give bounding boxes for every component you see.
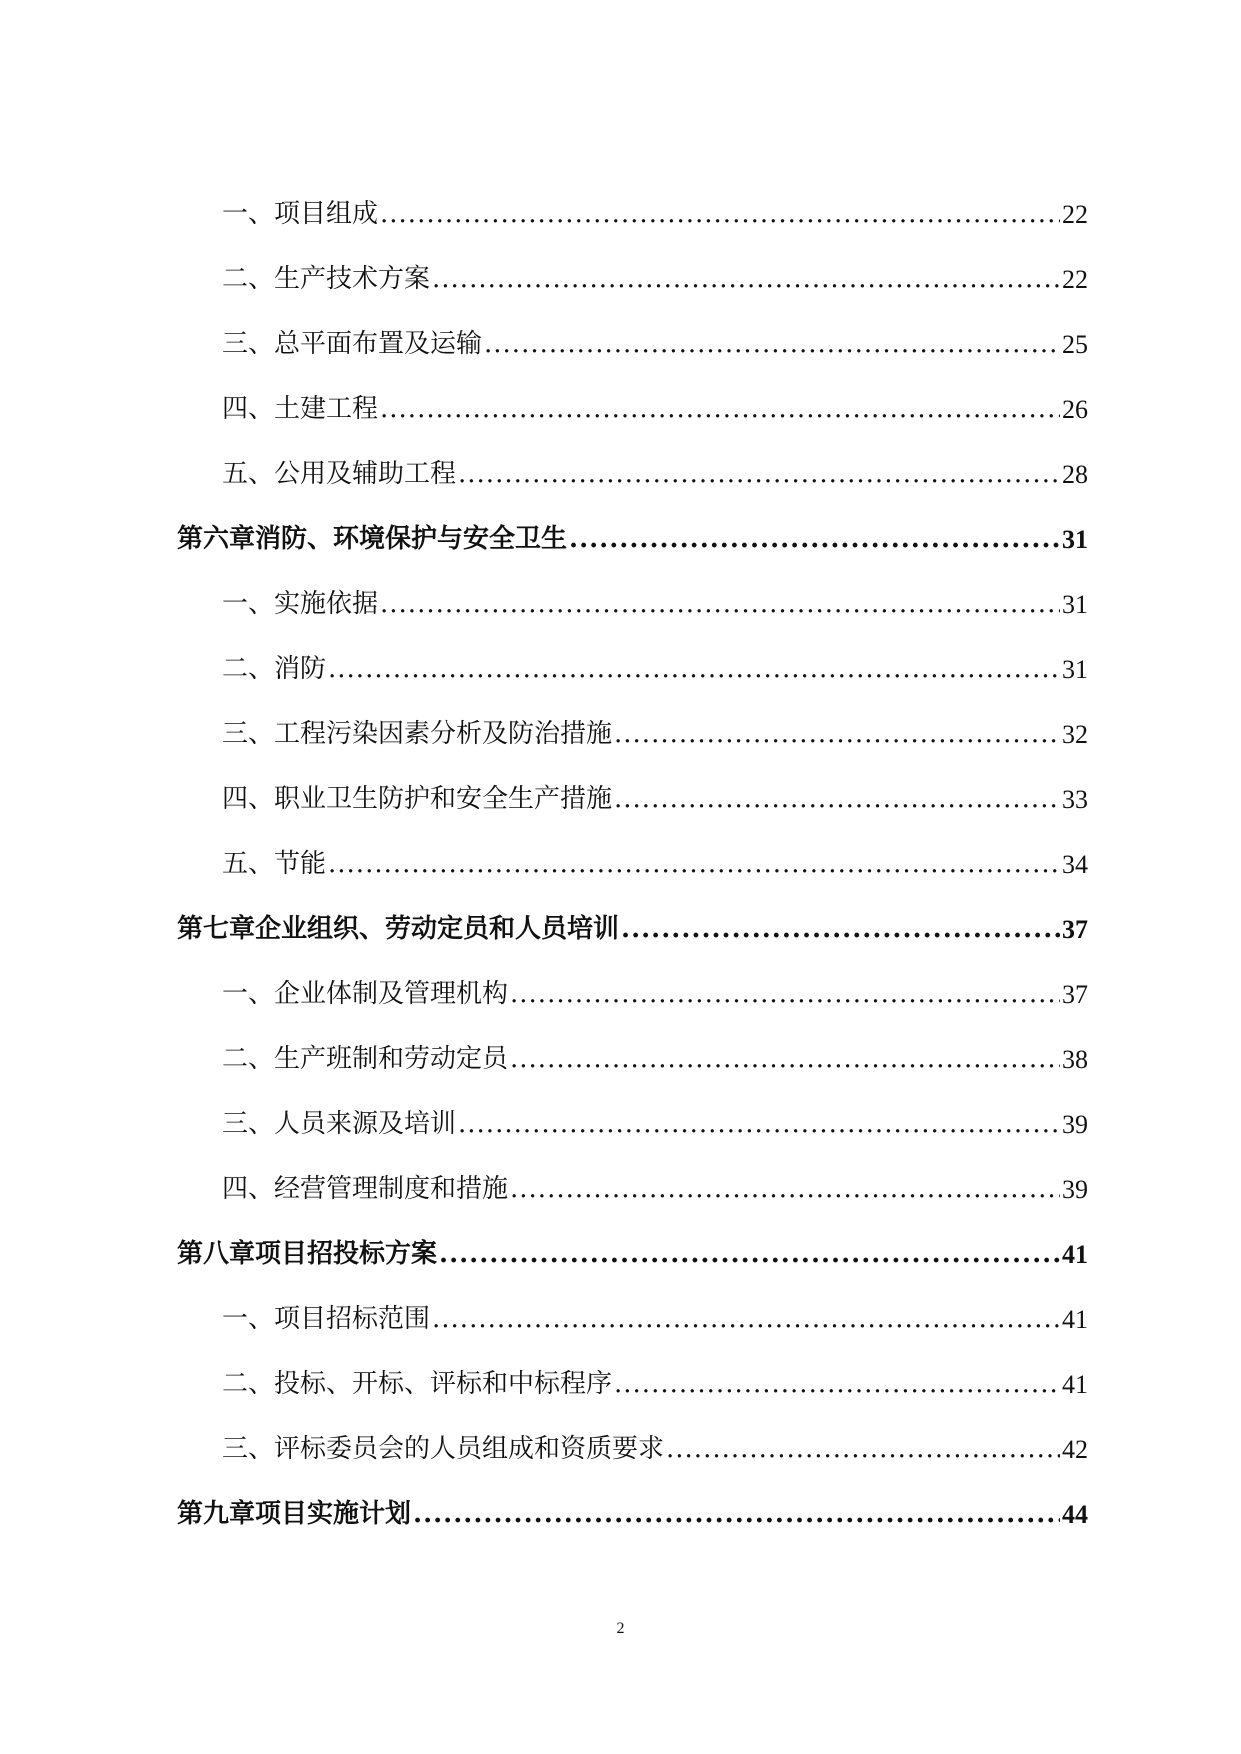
toc-chapter-entry[interactable] bbox=[177, 1222, 1088, 1287]
toc-chapter-entry[interactable] bbox=[177, 507, 1088, 572]
toc-section-entry[interactable] bbox=[177, 312, 1088, 377]
entry-title: 一、项目招标范围 bbox=[222, 1304, 431, 1334]
entry-page-number: 28 bbox=[1062, 460, 1088, 489]
entry-page-number: 31 bbox=[1062, 590, 1088, 619]
dot-leader bbox=[413, 1482, 1060, 1547]
entry-title: 四、经营管理制度和措施 bbox=[222, 1174, 509, 1204]
entry-title: 四、土建工程 bbox=[222, 394, 379, 424]
entry-page-number: 25 bbox=[1062, 330, 1088, 359]
entry-title: 三、评标委员会的人员组成和资质要求 bbox=[222, 1434, 665, 1464]
toc-section-entry[interactable] bbox=[177, 962, 1088, 1027]
entry-page-number: 37 bbox=[1062, 980, 1088, 1009]
entry-title: 一、实施依据 bbox=[222, 589, 379, 619]
dot-leader bbox=[510, 1157, 1060, 1222]
entry-page-number: 39 bbox=[1062, 1175, 1088, 1204]
chapter-number: 第九章 bbox=[177, 1499, 256, 1529]
dot-leader bbox=[458, 442, 1060, 507]
dot-leader bbox=[380, 182, 1060, 247]
dot-leader bbox=[484, 312, 1060, 377]
entry-title: 三、总平面布置及运输 bbox=[222, 329, 483, 359]
toc-section-entry[interactable] bbox=[177, 832, 1088, 897]
dot-leader bbox=[328, 637, 1060, 702]
dot-leader bbox=[328, 832, 1060, 897]
entry-title: 项目招投标方案 bbox=[255, 1239, 438, 1269]
dot-leader bbox=[614, 702, 1060, 767]
entry-page-number: 22 bbox=[1062, 200, 1088, 229]
entry-page-number: 38 bbox=[1062, 1045, 1088, 1074]
entry-page-number: 41 bbox=[1062, 1370, 1088, 1399]
toc-chapter-entry[interactable] bbox=[177, 1482, 1088, 1547]
entry-page-number: 22 bbox=[1062, 265, 1088, 294]
toc-section-entry[interactable] bbox=[177, 377, 1088, 442]
dot-leader bbox=[614, 1352, 1060, 1417]
entry-title: 二、投标、开标、评标和中标程序 bbox=[222, 1369, 613, 1399]
dot-leader bbox=[432, 247, 1060, 312]
toc-chapter-entry[interactable] bbox=[177, 897, 1088, 962]
dot-leader bbox=[621, 897, 1060, 962]
toc-section-entry[interactable] bbox=[177, 1352, 1088, 1417]
entry-page-number: 42 bbox=[1062, 1435, 1088, 1464]
toc-section-entry[interactable] bbox=[177, 247, 1088, 312]
toc-section-entry[interactable] bbox=[177, 442, 1088, 507]
entry-page-number: 41 bbox=[1062, 1305, 1088, 1334]
toc-section-entry[interactable] bbox=[177, 1157, 1088, 1222]
dot-leader bbox=[510, 962, 1060, 1027]
page-number: 2 bbox=[616, 1620, 625, 1637]
dot-leader bbox=[432, 1287, 1060, 1352]
entry-title: 二、生产技术方案 bbox=[222, 264, 431, 294]
toc-section-entry[interactable] bbox=[177, 182, 1088, 247]
entry-page-number: 26 bbox=[1062, 395, 1088, 424]
entry-page-number: 33 bbox=[1062, 785, 1088, 814]
dot-leader bbox=[380, 377, 1060, 442]
chapter-number: 第八章 bbox=[177, 1239, 256, 1269]
dot-leader bbox=[458, 1092, 1060, 1157]
entry-title: 二、消防 bbox=[222, 654, 327, 684]
dot-leader bbox=[439, 1222, 1060, 1287]
entry-title: 一、企业体制及管理机构 bbox=[222, 979, 509, 1009]
toc-section-entry[interactable] bbox=[177, 1417, 1088, 1482]
toc-section-entry[interactable] bbox=[177, 702, 1088, 767]
dot-leader bbox=[666, 1417, 1060, 1482]
entry-page-number: 31 bbox=[1062, 525, 1088, 554]
entry-page-number: 32 bbox=[1062, 720, 1088, 749]
entry-title: 五、节能 bbox=[222, 849, 327, 879]
entry-page-number: 41 bbox=[1062, 1240, 1088, 1269]
entry-page-number: 34 bbox=[1062, 850, 1088, 879]
dot-leader bbox=[614, 767, 1060, 832]
toc-section-entry[interactable] bbox=[177, 1092, 1088, 1157]
chapter-number: 第六章 bbox=[177, 524, 256, 554]
entry-page-number: 39 bbox=[1062, 1110, 1088, 1139]
entry-title: 三、工程污染因素分析及防治措施 bbox=[222, 719, 613, 749]
entry-title: 项目实施计划 bbox=[255, 1499, 412, 1529]
entry-page-number: 31 bbox=[1062, 655, 1088, 684]
toc-section-entry[interactable] bbox=[177, 572, 1088, 637]
toc-section-entry[interactable] bbox=[177, 1287, 1088, 1352]
chapter-number: 第七章 bbox=[177, 914, 256, 944]
entry-title: 三、人员来源及培训 bbox=[222, 1109, 457, 1139]
entry-title: 二、生产班制和劳动定员 bbox=[222, 1044, 509, 1074]
dot-leader bbox=[569, 507, 1060, 572]
entry-title: 一、项目组成 bbox=[222, 199, 379, 229]
entry-title: 四、职业卫生防护和安全生产措施 bbox=[222, 784, 613, 814]
toc-section-entry[interactable] bbox=[177, 767, 1088, 832]
table-of-contents bbox=[177, 182, 1088, 1547]
entry-title: 消防、环境保护与安全卫生 bbox=[255, 524, 568, 554]
entry-title: 五、公用及辅助工程 bbox=[222, 459, 457, 489]
dot-leader bbox=[380, 572, 1060, 637]
entry-title: 企业组织、劳动定员和人员培训 bbox=[255, 914, 620, 944]
toc-section-entry[interactable] bbox=[177, 1027, 1088, 1092]
toc-section-entry[interactable] bbox=[177, 637, 1088, 702]
dot-leader bbox=[510, 1027, 1060, 1092]
entry-page-number: 37 bbox=[1062, 915, 1088, 944]
entry-page-number: 44 bbox=[1062, 1500, 1088, 1529]
